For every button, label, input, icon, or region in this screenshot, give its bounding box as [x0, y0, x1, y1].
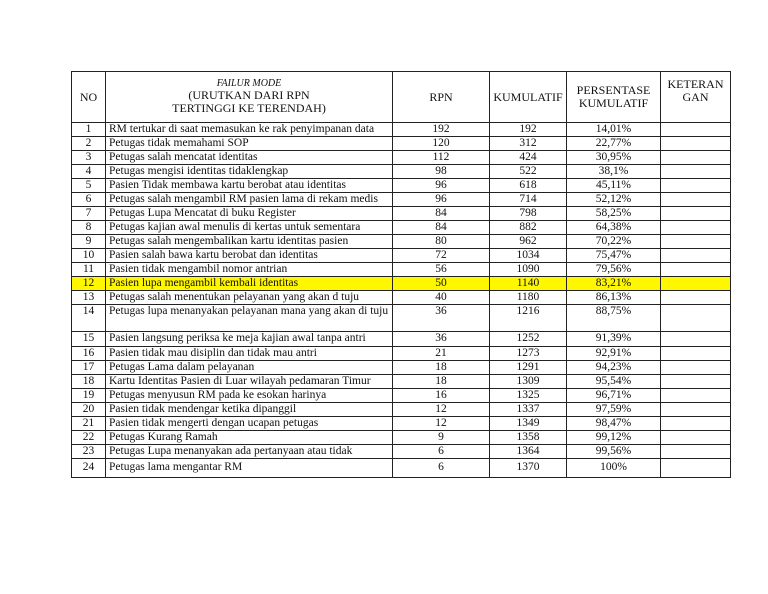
row-persentase: 97,59% — [567, 403, 661, 417]
row-kumulatif: 1325 — [490, 389, 567, 403]
row-rpn: 12 — [393, 417, 490, 431]
row-kumulatif: 1309 — [490, 375, 567, 389]
table-row — [72, 332, 731, 347]
row-rpn: 98 — [393, 165, 490, 179]
row-rpn: 72 — [393, 249, 490, 263]
row-no: 16 — [72, 347, 106, 361]
row-persentase: 38,1% — [567, 165, 661, 179]
row-no: 5 — [72, 179, 106, 193]
table-row — [72, 179, 731, 193]
row-persentase: 100% — [567, 459, 661, 478]
row-no: 12 — [72, 277, 106, 291]
row-keterangan — [661, 445, 731, 459]
row-rpn: 80 — [393, 235, 490, 249]
row-rpn: 112 — [393, 151, 490, 165]
header-failure-mode-sub1: (URUTKAN DARI RPN — [188, 88, 310, 102]
row-rpn: 21 — [393, 347, 490, 361]
row-kumulatif: 1358 — [490, 431, 567, 445]
row-kumulatif: 312 — [490, 137, 567, 151]
row-keterangan — [661, 291, 731, 305]
row-keterangan — [661, 165, 731, 179]
row-persentase: 14,01% — [567, 123, 661, 137]
row-failure-mode: Pasien lupa mengambil kembali identitas — [106, 277, 393, 291]
row-kumulatif: 962 — [490, 235, 567, 249]
row-failure-mode: Pasien Tidak membawa kartu berobat atau identitas — [106, 179, 393, 193]
table-row — [72, 417, 731, 431]
row-rpn: 96 — [393, 179, 490, 193]
row-kumulatif: 714 — [490, 193, 567, 207]
row-keterangan — [661, 403, 731, 417]
row-no: 4 — [72, 165, 106, 179]
table-row — [72, 137, 731, 151]
row-keterangan — [661, 375, 731, 389]
row-keterangan — [661, 277, 731, 291]
row-failure-mode: Petugas salah mengambil RM pasien lama di rekam medis — [106, 193, 393, 207]
row-persentase: 45,11% — [567, 179, 661, 193]
row-no: 20 — [72, 403, 106, 417]
row-persentase: 79,56% — [567, 263, 661, 277]
row-no: 19 — [72, 389, 106, 403]
row-keterangan — [661, 361, 731, 375]
row-rpn: 120 — [393, 137, 490, 151]
table-row — [72, 445, 731, 459]
row-kumulatif: 1349 — [490, 417, 567, 431]
row-keterangan — [661, 305, 731, 332]
table-row — [72, 193, 731, 207]
table-row — [72, 221, 731, 235]
row-keterangan — [661, 347, 731, 361]
row-no: 15 — [72, 332, 106, 347]
row-rpn: 18 — [393, 361, 490, 375]
row-kumulatif: 798 — [490, 207, 567, 221]
row-persentase: 30,95% — [567, 151, 661, 165]
table-row — [72, 151, 731, 165]
row-kumulatif: 618 — [490, 179, 567, 193]
table-row — [72, 291, 731, 305]
row-persentase: 86,13% — [567, 291, 661, 305]
row-persentase: 70,22% — [567, 235, 661, 249]
row-persentase: 83,21% — [567, 277, 661, 291]
row-failure-mode: Petugas salah menentukan pelayanan yang akan d tuju — [106, 291, 393, 305]
row-failure-mode: Petugas Lupa Mencatat di buku Register — [106, 207, 393, 221]
table-row — [72, 123, 731, 137]
row-kumulatif: 1364 — [490, 445, 567, 459]
row-no: 1 — [72, 123, 106, 137]
table-row — [72, 263, 731, 277]
row-no: 6 — [72, 193, 106, 207]
header-no: NO — [72, 72, 106, 123]
row-no: 21 — [72, 417, 106, 431]
row-rpn: 18 — [393, 375, 490, 389]
row-rpn: 36 — [393, 332, 490, 347]
row-rpn: 16 — [393, 389, 490, 403]
row-keterangan — [661, 151, 731, 165]
row-no: 9 — [72, 235, 106, 249]
row-failure-mode: Petugas Kurang Ramah — [106, 431, 393, 445]
row-failure-mode: Petugas kajian awal menulis di kertas untuk sementara — [106, 221, 393, 235]
table-row — [72, 277, 731, 291]
row-rpn: 84 — [393, 221, 490, 235]
row-no: 2 — [72, 137, 106, 151]
row-rpn: 40 — [393, 291, 490, 305]
row-no: 18 — [72, 375, 106, 389]
header-persentase — [567, 72, 661, 123]
row-keterangan — [661, 137, 731, 151]
header-persentase-line2: KUMULATIF — [578, 96, 649, 110]
header-keterangan-line1: KETERAN — [667, 77, 724, 91]
row-keterangan — [661, 459, 731, 478]
row-persentase: 58,25% — [567, 207, 661, 221]
table-row — [72, 459, 731, 478]
row-rpn: 12 — [393, 403, 490, 417]
row-no: 23 — [72, 445, 106, 459]
header-keterangan-line2: GAN — [682, 90, 709, 104]
row-no: 7 — [72, 207, 106, 221]
row-failure-mode: Petugas lupa menanyakan pelayanan mana yang akan di tuju — [106, 305, 393, 332]
row-persentase: 91,39% — [567, 332, 661, 347]
row-kumulatif: 424 — [490, 151, 567, 165]
row-kumulatif: 1252 — [490, 332, 567, 347]
row-failure-mode: Pasien langsung periksa ke meja kajian awal tanpa antri — [106, 332, 393, 347]
row-kumulatif: 1034 — [490, 249, 567, 263]
row-rpn: 84 — [393, 207, 490, 221]
row-rpn: 36 — [393, 305, 490, 332]
row-keterangan — [661, 249, 731, 263]
row-no: 24 — [72, 459, 106, 478]
row-kumulatif: 522 — [490, 165, 567, 179]
row-failure-mode: Pasien tidak mengerti dengan ucapan petugas — [106, 417, 393, 431]
row-persentase: 94,23% — [567, 361, 661, 375]
row-failure-mode: Pasien salah bawa kartu berobat dan identitas — [106, 249, 393, 263]
row-rpn: 9 — [393, 431, 490, 445]
row-persentase: 92,91% — [567, 347, 661, 361]
row-persentase: 88,75% — [567, 305, 661, 332]
table-row — [72, 431, 731, 445]
table-row — [72, 361, 731, 375]
row-persentase: 98,47% — [567, 417, 661, 431]
row-kumulatif: 1291 — [490, 361, 567, 375]
table-row — [72, 375, 731, 389]
row-rpn: 56 — [393, 263, 490, 277]
row-failure-mode: Petugas salah mencatat identitas — [106, 151, 393, 165]
header-keterangan — [661, 72, 731, 123]
header-failure-mode-sub2: TERTINGGI KE TERENDAH) — [172, 101, 326, 115]
rpn-table — [71, 71, 731, 478]
row-keterangan — [661, 123, 731, 137]
row-failure-mode: Petugas tidak memahami SOP — [106, 137, 393, 151]
table-row — [72, 403, 731, 417]
row-failure-mode: RM tertukar di saat memasukan ke rak penyimpanan data — [106, 123, 393, 137]
header-failure-mode-title: FAILUR MODE — [216, 78, 282, 89]
row-kumulatif: 1273 — [490, 347, 567, 361]
row-kumulatif: 1090 — [490, 263, 567, 277]
row-kumulatif: 192 — [490, 123, 567, 137]
table-row — [72, 249, 731, 263]
row-kumulatif: 1140 — [490, 277, 567, 291]
header-kumulatif: KUMULATIF — [490, 72, 567, 123]
row-kumulatif: 1216 — [490, 305, 567, 332]
row-keterangan — [661, 389, 731, 403]
row-failure-mode: Petugas lama mengantar RM — [106, 459, 393, 478]
row-kumulatif: 1337 — [490, 403, 567, 417]
table-row — [72, 347, 731, 361]
row-failure-mode: Pasien tidak mau disiplin dan tidak mau antri — [106, 347, 393, 361]
row-keterangan — [661, 221, 731, 235]
row-keterangan — [661, 193, 731, 207]
row-persentase: 64,38% — [567, 221, 661, 235]
row-keterangan — [661, 179, 731, 193]
row-keterangan — [661, 332, 731, 347]
table-row — [72, 389, 731, 403]
row-failure-mode: Pasien tidak mendengar ketika dipanggil — [106, 403, 393, 417]
row-rpn: 50 — [393, 277, 490, 291]
row-no: 3 — [72, 151, 106, 165]
row-rpn: 192 — [393, 123, 490, 137]
row-no: 14 — [72, 305, 106, 332]
row-failure-mode: Kartu Identitas Pasien di Luar wilayah pedamaran Timur — [106, 375, 393, 389]
row-keterangan — [661, 263, 731, 277]
row-no: 17 — [72, 361, 106, 375]
row-rpn: 96 — [393, 193, 490, 207]
row-kumulatif: 1370 — [490, 459, 567, 478]
row-persentase: 99,12% — [567, 431, 661, 445]
row-kumulatif: 882 — [490, 221, 567, 235]
row-no: 13 — [72, 291, 106, 305]
row-persentase: 75,47% — [567, 249, 661, 263]
table-row — [72, 305, 731, 332]
table-body — [72, 123, 731, 478]
row-no: 10 — [72, 249, 106, 263]
row-persentase: 99,56% — [567, 445, 661, 459]
row-failure-mode: Petugas Lama dalam pelayanan — [106, 361, 393, 375]
row-no: 8 — [72, 221, 106, 235]
row-no: 11 — [72, 263, 106, 277]
row-failure-mode: Pasien tidak mengambil nomor antrian — [106, 263, 393, 277]
row-persentase: 52,12% — [567, 193, 661, 207]
row-rpn: 6 — [393, 445, 490, 459]
table-row — [72, 165, 731, 179]
row-no: 22 — [72, 431, 106, 445]
row-rpn: 6 — [393, 459, 490, 478]
row-failure-mode: Petugas menyusun RM pada ke esokan harinya — [106, 389, 393, 403]
table-row — [72, 207, 731, 221]
header-rpn: RPN — [393, 72, 490, 123]
row-keterangan — [661, 417, 731, 431]
table-header-row — [72, 72, 731, 123]
row-keterangan — [661, 431, 731, 445]
table-row — [72, 235, 731, 249]
row-persentase: 95,54% — [567, 375, 661, 389]
row-keterangan — [661, 235, 731, 249]
row-failure-mode: Petugas Lupa menanyakan ada pertanyaan atau tidak — [106, 445, 393, 459]
row-failure-mode: Petugas mengisi identitas tidaklengkap — [106, 165, 393, 179]
header-failure-mode — [106, 72, 393, 123]
row-persentase: 22,77% — [567, 137, 661, 151]
row-kumulatif: 1180 — [490, 291, 567, 305]
header-persentase-line1: PERSENTASE — [576, 83, 651, 97]
row-persentase: 96,71% — [567, 389, 661, 403]
row-failure-mode: Petugas salah mengembalikan kartu identitas pasien — [106, 235, 393, 249]
row-keterangan — [661, 207, 731, 221]
